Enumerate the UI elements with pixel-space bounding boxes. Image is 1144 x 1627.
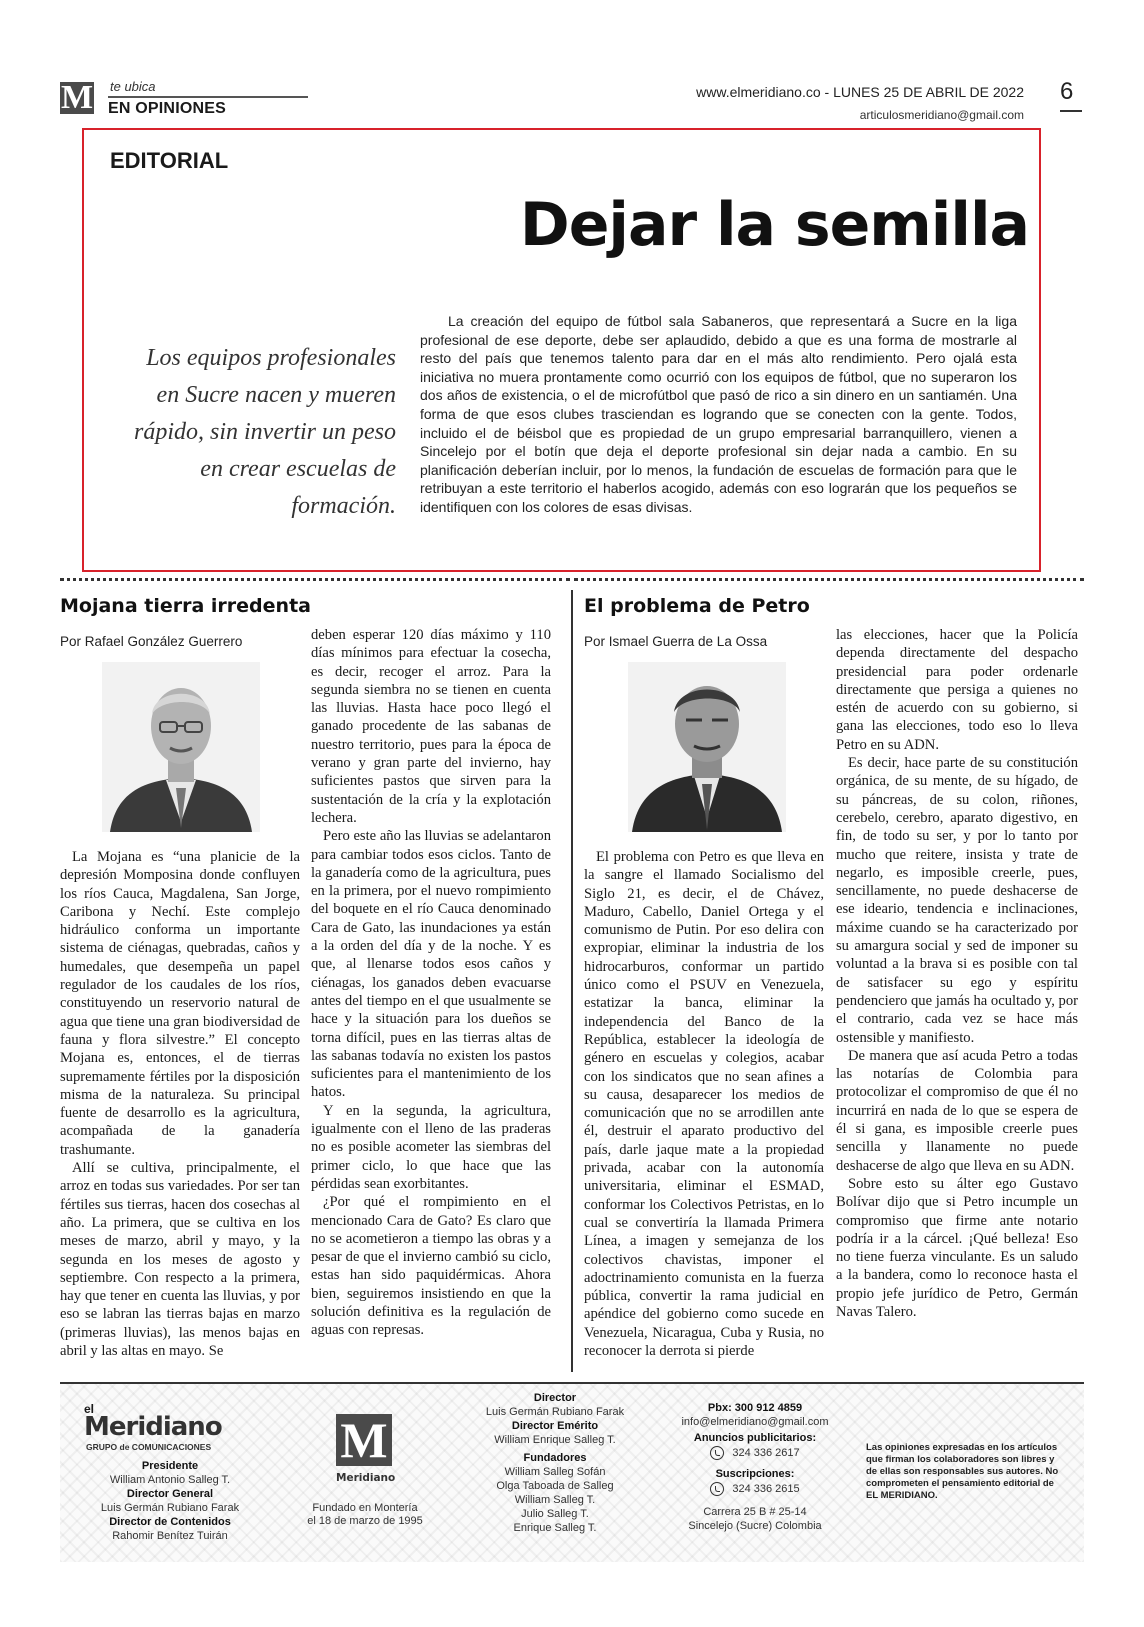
article-paragraph: Y en la segunda, la agricultura, igualmente con el lleno de las praderas no es posible acometer las siembras del primer ciclo, lo que hace que las pérdidas sean exorbitantes.	[311, 1102, 551, 1192]
editorial-label: EDITORIAL	[110, 148, 229, 173]
dotted-divider-right	[574, 578, 1084, 581]
article-right-byline: Por Ismael Guerra de La Ossa	[584, 634, 768, 649]
article-left-column-1	[60, 848, 300, 1360]
director-emerito-name: William Enrique Salleg T.	[494, 1434, 616, 1446]
article-paragraph: ¿Por qué el rompimiento en el mencionado Cara de Gato? Es claro que no se acometieron a tiempo las obras y a pesar de que el invierno cambió su ciclo, estas han sido paquidérmicas. Ahora bien, seguiremos insistiendo en que la solución definitiva es la regulación de aguas con represas.	[311, 1194, 551, 1339]
fundador-1: William Salleg Sofán	[504, 1466, 606, 1478]
fundador-2: Olga Taboada de Salleg	[496, 1480, 614, 1492]
author-portrait-icon	[628, 662, 786, 832]
article-paragraph: deben esperar 120 días máximo y 110 días mínimos para efectuar la cosecha, es decir, recoger el arroz. Para la segunda siembra no se tienen en cuenta las lluvias. Hasta hace poco llegó el ganado procedente de las sabanas de nuestro territorio, pues para la época de verano y gran parte del invierno, hay suficientes pastos que sirven para la sustentación de la cría y la explotación lechera.	[311, 627, 551, 826]
article-right-title: El problema de Petro	[584, 595, 810, 617]
brand-el: el	[84, 1402, 95, 1416]
director-contenidos-label: Director de Contenidos	[109, 1516, 231, 1528]
article-right-column-2	[836, 626, 1078, 1321]
editorial-body: La creación del equipo de fútbol sala Sabaneros, que representará a Sucre en la liga profesional de ese deporte, debe ser aplaudido, debido a que es una forma de mostrarle al resto del país que tenemos talento para dar en el más alto rendimiento. Pero ojalá esta iniciativa no muera prontamente como ocurrió con los equipos de fútbol, que no superaron los dos años de existencia, o el de microfútbol que pasó de rico a sin dinero en un santiamén. Una forma de que esos clubes trasciendan es logrando que se conecten con la gente. Todos, incluido el de béisbol que es propiedad de un grupo empresarial barranquillero, vienen a Sincelejo por el botín que deja el deporte profesional sin dejar nada a cambio. En su planificación deberían incluir, por lo menos, la fundación de escuelas de formación para que le retribuyan a este territorio el haberlos acogido, además con eso lograrán que los pequeños se identifiquen con los colores de esas divisas.	[420, 313, 1017, 515]
column-divider	[571, 590, 573, 1372]
fundador-4: Julio Salleg T.	[521, 1508, 589, 1520]
article-paragraph: Sobre esto su álter ego Gustavo Bolívar dijo que si Petro incumple un compromiso que firme ante notario podría ir a la cárcel. ¡Qué belleza! Eso no tiene fuerza vinculante. Es un saludo a la bandera, como lo reconoce hasta el propio jefe jurídico de Petro, Germán Navas Talero.	[836, 1175, 1078, 1320]
director-general-name: Luis Germán Rubiano Farak	[100, 1502, 240, 1514]
brand-name: Meridiano	[84, 1412, 222, 1442]
page-number: 6	[1060, 78, 1074, 105]
footer-email[interactable]: info@elmeridiano@gmail.com	[681, 1416, 829, 1428]
editorial-box	[82, 128, 1041, 572]
header-rule	[108, 96, 308, 98]
article-paragraph: las elecciones, hacer que la Policía dependa directamente del despacho presidencial para poder ordenarle directamente que persiga a quienes no estén de acuerdo con su gobierno, si gana las elecciones, todo eso lo lleva Petro en su ADN.	[836, 627, 1078, 753]
footer-logo-name: Meridiano	[336, 1472, 396, 1484]
fundadores-label: Fundadores	[523, 1452, 587, 1464]
address-line-1: Carrera 25 B # 25-14	[703, 1506, 807, 1518]
tagline: te ubica	[110, 79, 156, 94]
dateline: www.elmeridiano.co - LUNES 25 DE ABRIL DE 2022	[696, 84, 1024, 100]
whatsapp-icon	[710, 1482, 724, 1496]
anuncios-phone-row[interactable]: 324 336 2617	[660, 1446, 850, 1460]
director-contenidos-name: Rahomir Benítez Tuirán	[112, 1530, 228, 1542]
opinion-disclaimer: Las opiniones expresadas en los artículos que firman los colaboradores son libres y de ellas son responsables sus autores. No comprometen el pensamiento editorial de EL MERIDIANO.	[866, 1442, 1059, 1501]
masthead-footer	[60, 1382, 1084, 1562]
director-general-label: Director General	[126, 1488, 214, 1500]
director-name: Luis Germán Rubiano Farak	[485, 1406, 625, 1418]
meridiano-logo: M	[60, 79, 94, 116]
address-line-2: Sincelejo (Sucre) Colombia	[688, 1520, 822, 1532]
suscripciones-phone-row[interactable]: 324 336 2615	[660, 1482, 850, 1496]
editorial-title: Dejar la semilla	[519, 190, 1029, 260]
header-email: articulosmeridiano@gmail.com	[859, 108, 1024, 122]
article-paragraph: La Mojana es “una planicie de la depresión Momposina donde confluyen los ríos Cauca, Magdalena, San Jorge, Caribona y Nechí. Este complejo hidráulico conforma un importante sistema de ciénagas, quebradas, caños y humedales, que desempeña un papel regulador de los caudales de los ríos, constituyendo un reservorio natural de agua que tiene una gran biodiversidad de fauna y flora silvestre.” El concepto Mojana es, entonces, el de tierras supremamente fértiles por la disposición misma de la naturaleza. Su principal fuente de desarrollo es la agricultura, acompañada de la ganadería trashumante.	[60, 849, 300, 1158]
suscripciones-label: Suscripciones:	[715, 1468, 795, 1480]
dotted-divider-left	[60, 578, 570, 581]
section-name: EN OPINIONES	[108, 100, 226, 117]
presidente-label: Presidente	[141, 1460, 199, 1472]
author-photo-gonzalez	[102, 662, 260, 832]
article-paragraph: El problema con Petro es que lleva en la sangre el llamado Socialismo del Siglo 21, es decir, el de Chávez, Maduro, Cabello, Daniel Ortega y el comunismo de Putin. Por eso delira con expropiar, eliminar la industria de los hidrocarburos, conformar un partido único como el PSUV en Venezuela, estatizar la banca, eliminar la independencia del Banco de la República, establecer la ideología de género en escuelas y colegios, acabar con los sindicatos que no sean afines a su causa, desaparecer los medios de comunicación que no se arrodillen ante él, destruir el aparato productivo del país, darle jaque mate a la propiedad privada, acabar con la autonomía universitaria, eliminar el ESMAD, conformar los Colectivos Petristas, en lo cual se convertiría la llamada Primera Línea, a imagen y semejanza de los colectivos chavistas, imponer el adoctrinamiento comunista en la fuerza pública, convertir la rama judicial en apéndice del gobierno como sucede en Venezuela, Nicaragua, Cuba y Rusia, no reconocer la derrota si pierde	[584, 849, 824, 1360]
meridiano-footer-logo: M	[336, 1414, 392, 1466]
director-emerito-label: Director Emérito	[511, 1420, 599, 1432]
article-left-column-2	[311, 626, 551, 1340]
editorial-pull-quote: Los equipos profesionales en Sucre nacen y mueren rápido, sin invertir un peso en crear escuelas de formación.	[134, 345, 396, 519]
pbx: Pbx: 300 912 4859	[707, 1402, 803, 1414]
fundador-3: William Salleg T.	[514, 1494, 596, 1506]
article-paragraph: Pero este año las lluvias se adelantaron para cambiar todos esos ciclos. Tanto de la ganadería como de la agricultura, pues en la primera, por el nuevo rompimiento del boquete en el río Cauca denominado Cara de Gato, las inundaciones ya están a la orden del día y de la noche. Y es que, al llenarse todos esos caños y ciénagas, los ganados deben evacuarse antes del tiempo en el que usualmente se hace y la situación para los dueños se torna difícil, pues en las tierras altas de las sabanas todavía no existen los pastos suficientes para el mantenimiento de los hatos.	[311, 828, 551, 1101]
director-label: Director	[533, 1392, 577, 1404]
fundado-line-1: Fundado en Montería	[312, 1502, 418, 1514]
article-right-column-1	[584, 848, 824, 1360]
fundador-5: Enrique Salleg T.	[513, 1522, 597, 1534]
page-number-rule	[1060, 110, 1082, 112]
article-paragraph: De manera que así acuda Petro a todas las notarías de Colombia para protocolizar el compromiso de que él no incurrirá en nada de lo que se espera de él si gana, es imposible creerle pues sencilla y llanamente no puede deshacerse de algo que lleva en su ADN.	[836, 1047, 1078, 1174]
author-portrait-icon	[102, 662, 260, 832]
anuncios-label: Anuncios publicitarios:	[693, 1432, 817, 1444]
presidente-name: William Antonio Salleg T.	[109, 1474, 231, 1486]
whatsapp-icon	[710, 1446, 724, 1460]
article-paragraph: Allí se cultiva, principalmente, el arroz en todas sus variedades. Por ser tan fértiles sus tierras, hacen dos cosechas al año. La primera, que se cultiva en los meses de marzo, abril y mayo, y la segunda en los meses de agosto y septiembre. Con respecto a la primera, hay que tener en cuenta las lluvias, y por eso se labran las tierras bajas en marzo (primeras lluvias), las menos bajas en abril y las altas en mayo. Se	[60, 1160, 300, 1360]
brand-subtitle: GRUPO de COMUNICACIONES	[86, 1442, 212, 1452]
article-left-title: Mojana tierra irredenta	[60, 595, 311, 617]
article-paragraph: Es decir, hace parte de su constitución orgánica, de su mente, de su hígado, de su páncreas, de su colon, riñones, cerebelo, cerebro, aparato digestivo, en fin, de todo su ser, y por lo tanto por mucho que reitere, insista y trate de negarlo, es imposible creerle, pues, sencillamente, no puede deshacerse de ese ideario, tendencia e inclinaciones, máxime cuando se ha caracterizado por su amargura social y sed de imponer su voluntad a la brava si es posible con tal de satisfacer su ego y espíritu pendenciero que jamás ha ocultado y, por el contrario, cada vez se hace más ostensible y manifiesto.	[836, 755, 1078, 1046]
fundado-line-2: el 18 de marzo de 1995	[307, 1515, 423, 1527]
author-photo-guerra	[628, 662, 786, 832]
article-left-byline: Por Rafael González Guerrero	[60, 634, 243, 649]
